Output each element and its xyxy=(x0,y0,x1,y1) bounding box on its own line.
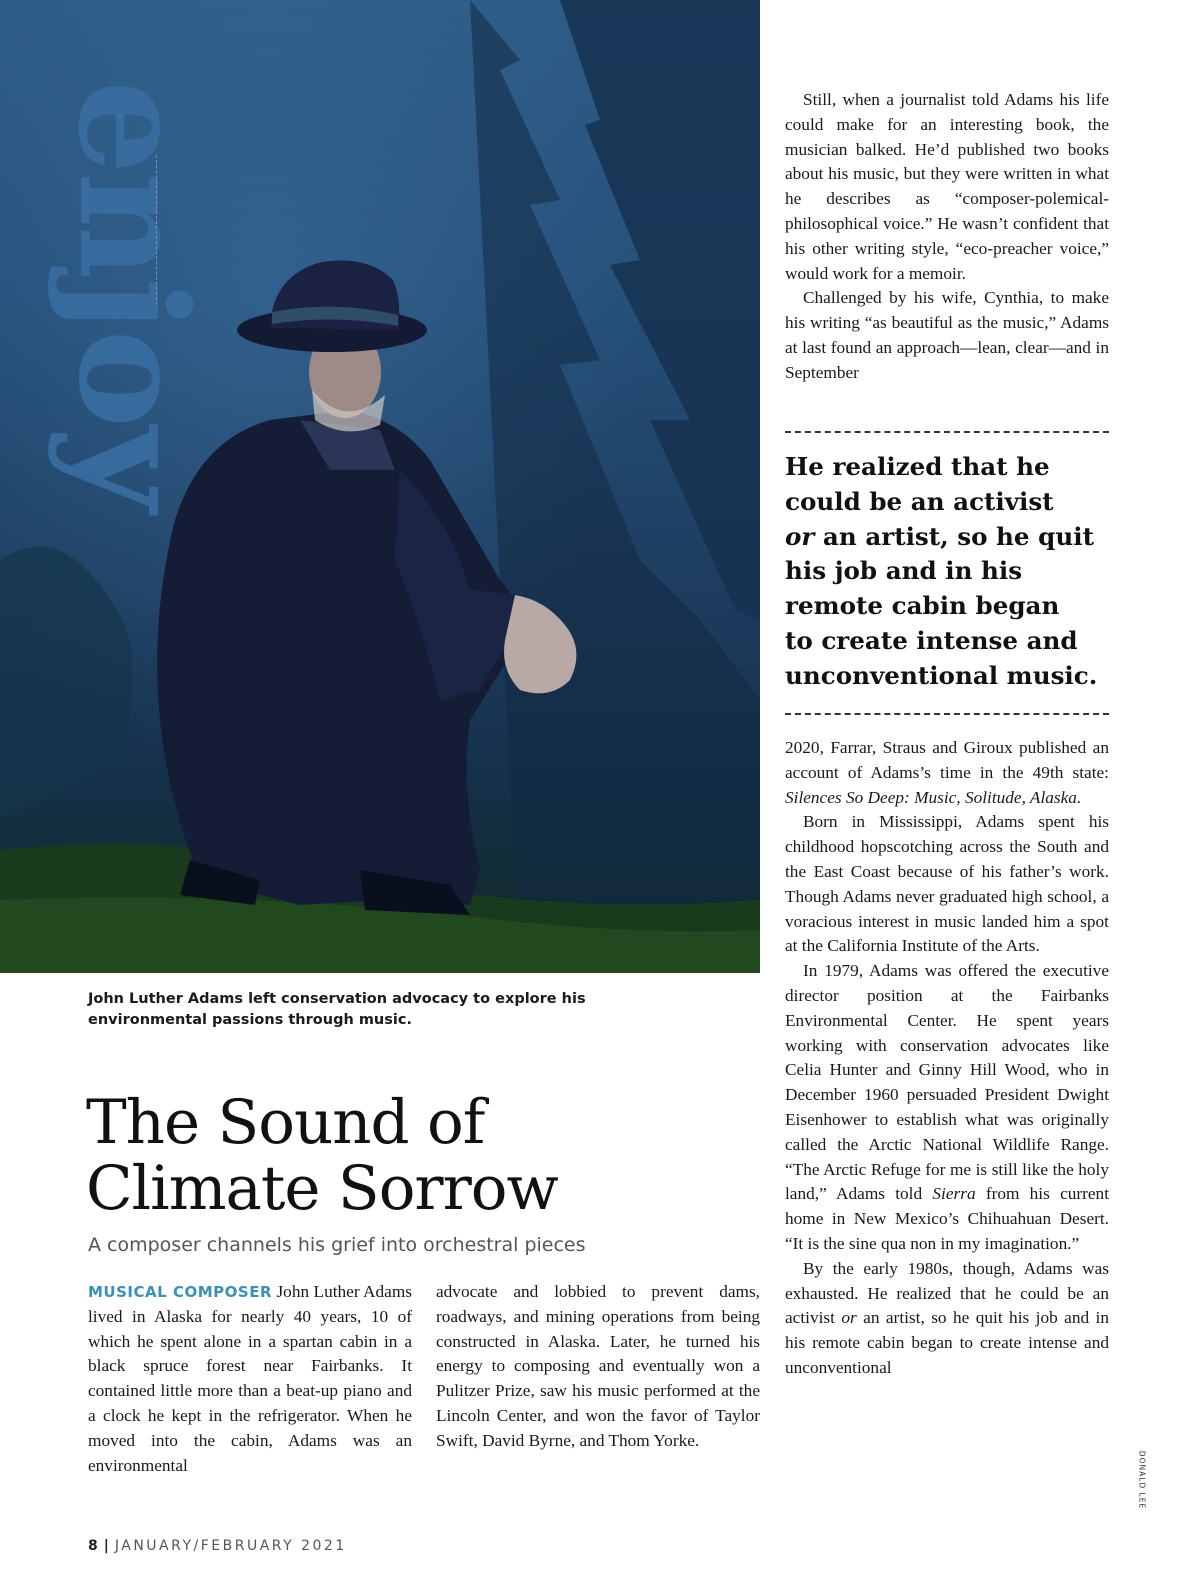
body-text: an artist, so he quit his job and in his remote cabin began to create intense and unconventional xyxy=(785,1308,1109,1377)
body-paragraph xyxy=(785,736,1109,810)
body-column-2 xyxy=(436,1280,760,1454)
pull-quote-line: unconventional music. xyxy=(785,660,1098,690)
issue-date: JANUARY/FEBRUARY 2021 xyxy=(114,1538,347,1554)
section-label-text: enjoy xyxy=(45,79,220,511)
pull-quote-rule-top xyxy=(785,431,1109,433)
pull-quote-line: remote cabin began xyxy=(785,591,1060,621)
folio-separator: | xyxy=(103,1538,109,1554)
body-text: from his current home in New Mexico’s Chihuahuan Desert. “It is the sine qua non in my imagination.” xyxy=(785,1184,1110,1253)
body-paragraph: Challenged by his wife, Cynthia, to make his writing “as beautiful as the music,” Adams at last found an approach—lean, clear—and in September xyxy=(785,288,1109,382)
body-text: John Luther Adams lived in Alaska for nearly 40 years, 10 of which he spent alone in a spartan cabin in a black spruce forest near Fairbanks. It contained little more than a beat-up piano and a clock he kept in the refrigerator. When he moved into the cabin, Adams was an environmental xyxy=(88,1282,413,1475)
body-text: In 1979, Adams was offered the executive director position at the Fairbanks Environmental Center. He spent years working with conservation advocates like Celia Hunter and Ginny Hill Wood, who in December 1960 persuaded President Dwight Eisenhower to establish what was originally called the Arctic National Wildlife Range. “The Arctic Refuge for me is still like the holy land,” Adams told xyxy=(785,961,1109,1204)
pull-quote-line: his job and in his xyxy=(785,556,1023,586)
article-deck: A composer channels his grief into orchestral pieces xyxy=(88,1234,586,1256)
headline-line-2: Climate Sorrow xyxy=(86,1153,558,1224)
body-text: 2020, Farrar, Straus and Giroux published an account of Adams’s time in the 49th state: xyxy=(785,738,1109,782)
book-title: Silences So Deep: Music, Solitude, Alaska. xyxy=(785,787,1082,807)
pull-quote-rule-bottom xyxy=(785,713,1109,715)
photo-credit xyxy=(1134,1440,1150,1520)
section-divider xyxy=(156,155,157,305)
body-paragraph xyxy=(88,1280,412,1478)
section-label xyxy=(45,60,220,530)
headline-line-1: The Sound of xyxy=(86,1087,485,1158)
body-column-3-top xyxy=(785,88,1109,386)
page-footer xyxy=(88,1538,347,1554)
pull-quote xyxy=(785,450,1115,694)
pull-quote-emphasis: or xyxy=(785,521,815,551)
page-number: 8 xyxy=(88,1538,98,1554)
body-column-1 xyxy=(88,1280,412,1478)
pull-quote-line: He realized that he xyxy=(785,452,1050,481)
article-headline xyxy=(86,1087,746,1224)
pull-quote-line: to create intense and xyxy=(785,625,1078,655)
body-paragraph: advocate and lobbied to prevent dams, roadways, and mining operations from being constructed in Alaska. Later, he turned his energy to composing and eventually won a Pulitzer Prize, saw his music performed at the Lincoln Center, and won the favor of Taylor Swift, David Byrne, and Thom Yorke. xyxy=(436,1282,760,1450)
body-paragraph: Born in Mississippi, Adams spent his childhood hopscotching across the South and the East Coast because of his father’s work. Though Adams never graduated high school, a voracious interest in music landed him a spot at the California Institute of the Arts. xyxy=(785,812,1109,956)
photo-credit-text: DONALD LEE xyxy=(1137,1450,1147,1510)
kicker: MUSICAL COMPOSER xyxy=(88,1283,273,1301)
emphasis: or xyxy=(841,1308,857,1328)
publication-name: Sierra xyxy=(932,1184,976,1204)
pull-quote-line: could be an activist xyxy=(785,486,1054,516)
photo-caption: John Luther Adams left conservation advocacy to explore his environmental passions through music. xyxy=(88,991,586,1028)
pull-quote-line-text: an artist, so he quit xyxy=(814,521,1094,551)
body-column-3-bottom xyxy=(785,736,1109,1381)
body-text: By the early 1980s, though, Adams was exhausted. He realized that he could be an activist xyxy=(785,1258,1109,1328)
body-paragraph xyxy=(785,1257,1109,1381)
body-paragraph xyxy=(785,959,1109,1257)
pull-quote-line xyxy=(785,520,1115,555)
body-paragraph: Still, when a journalist told Adams his life could make for an interesting book, the musician balked. He’d published two books about his music, but they were written in what he describes as “composer-polemical-philosophical voice.” He wasn’t confident that his other writing style, “eco-preacher voice,” would work for a memoir. xyxy=(785,90,1109,283)
